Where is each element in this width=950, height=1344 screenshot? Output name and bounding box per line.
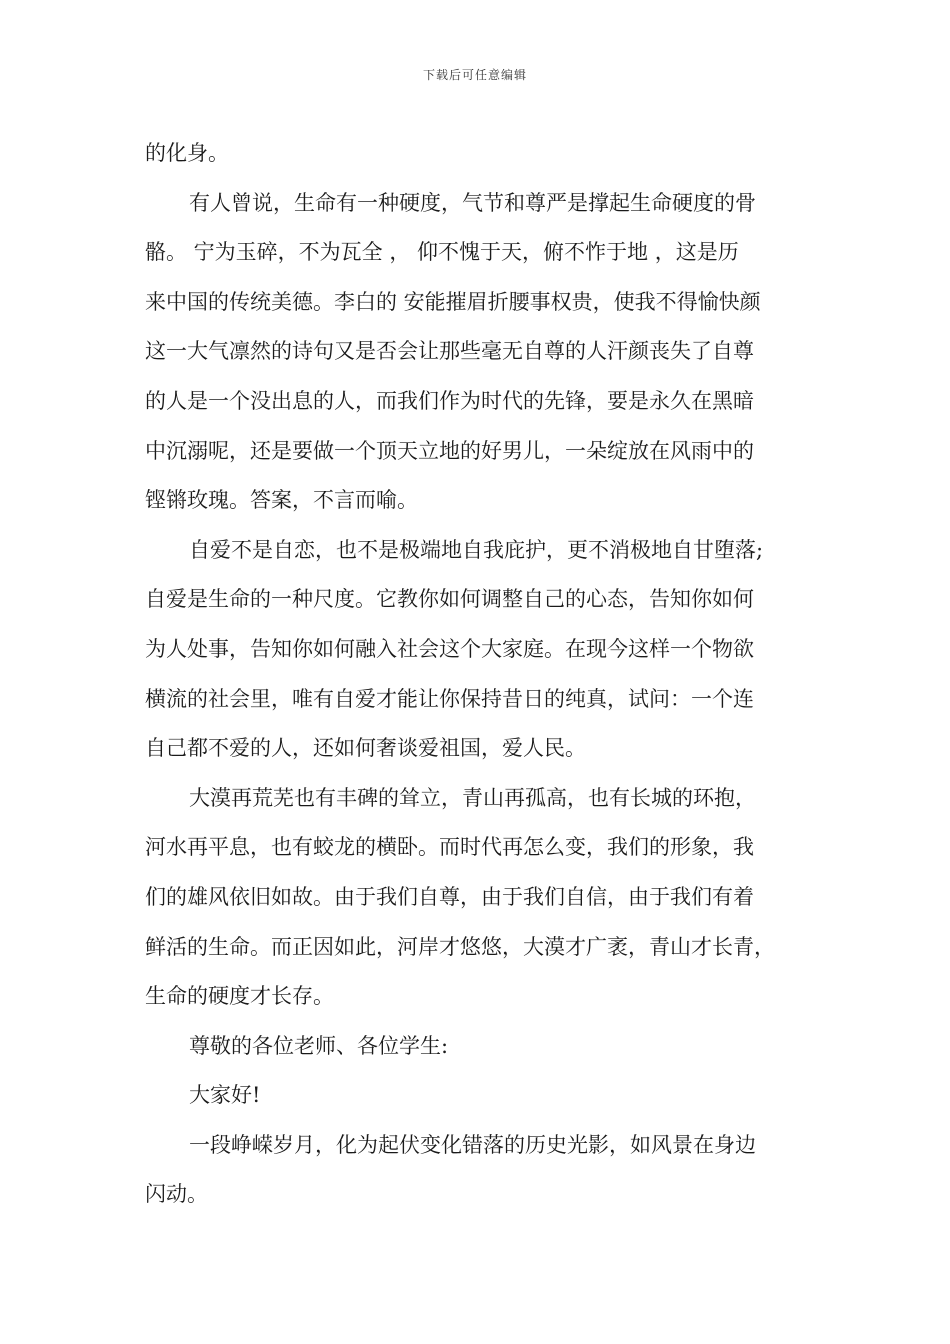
text-line: 中沉溺呢，还是要做一个顶天立地的好男儿，一朵绽放在风雨中的: [145, 438, 754, 463]
text-line: 河水再平息，也有蛟龙的横卧。而时代再怎么变，我们的形象，我: [145, 835, 754, 860]
text-line: 一段峥嵘岁月，化为起伏变化错落的历史光影，如风景在身边: [189, 1132, 756, 1157]
text-line: 横流的社会里，唯有自爱才能让你保持昔日的纯真，试问：一个连: [145, 686, 754, 711]
text-line: 的人是一个没出息的人，而我们作为时代的先锋，要是永久在黑暗: [145, 388, 754, 413]
page-header: 下载后可任意编辑: [422, 68, 527, 82]
text-line: 的化身。: [145, 141, 229, 165]
text-line: 闪动。: [145, 1182, 208, 1207]
text-line: 鲜活的生命。而正因如此，河岸才悠悠，大漠才广袤，青山才长青，: [145, 934, 775, 959]
text-line: 自己都不爱的人，还如何奢谈爱祖国，爱人民。: [145, 736, 586, 761]
text-line: 这一大气凛然的诗句又是否会让那些毫无自尊的人汗颜丧失了自尊: [145, 339, 754, 364]
text-line: 尊敬的各位老师、各位学生:: [189, 1033, 449, 1058]
text-line: 铿锵玫瑰。答案，不言而喻。: [145, 488, 418, 513]
text-line: 大漠再荒芜也有丰碑的耸立，青山再孤高，也有长城的环抱，: [189, 785, 756, 810]
text-line: 来中国的传统美德。李白的 安能摧眉折腰事权贵，使我不得愉快颜: [145, 289, 761, 314]
text-line: 自爱不是自恋，也不是极端地自我庇护，更不消极地自甘堕落;: [189, 537, 764, 562]
text-line: 为人处事，告知你如何融入社会这个大家庭。在现今这样一个物欲: [145, 636, 754, 661]
text-line: 有人曾说，生命有一种硬度，气节和尊严是撑起生命硬度的骨: [189, 190, 756, 215]
text-line: 骼。 宁为玉碎，不为瓦全 ， 仰不愧于天，俯不怍于地 ，这是历: [145, 240, 739, 265]
document-body: [145, 129, 810, 1220]
text-line: 生命的硬度才长存。: [145, 984, 334, 1009]
text-line: 们的雄风依旧如故。由于我们自尊，由于我们自信，由于我们有着: [145, 884, 754, 909]
text-line: 自爱是生命的一种尺度。它教你如何调整自己的心态，告知你如何: [145, 587, 754, 612]
text-line: 大家好!: [189, 1083, 261, 1108]
